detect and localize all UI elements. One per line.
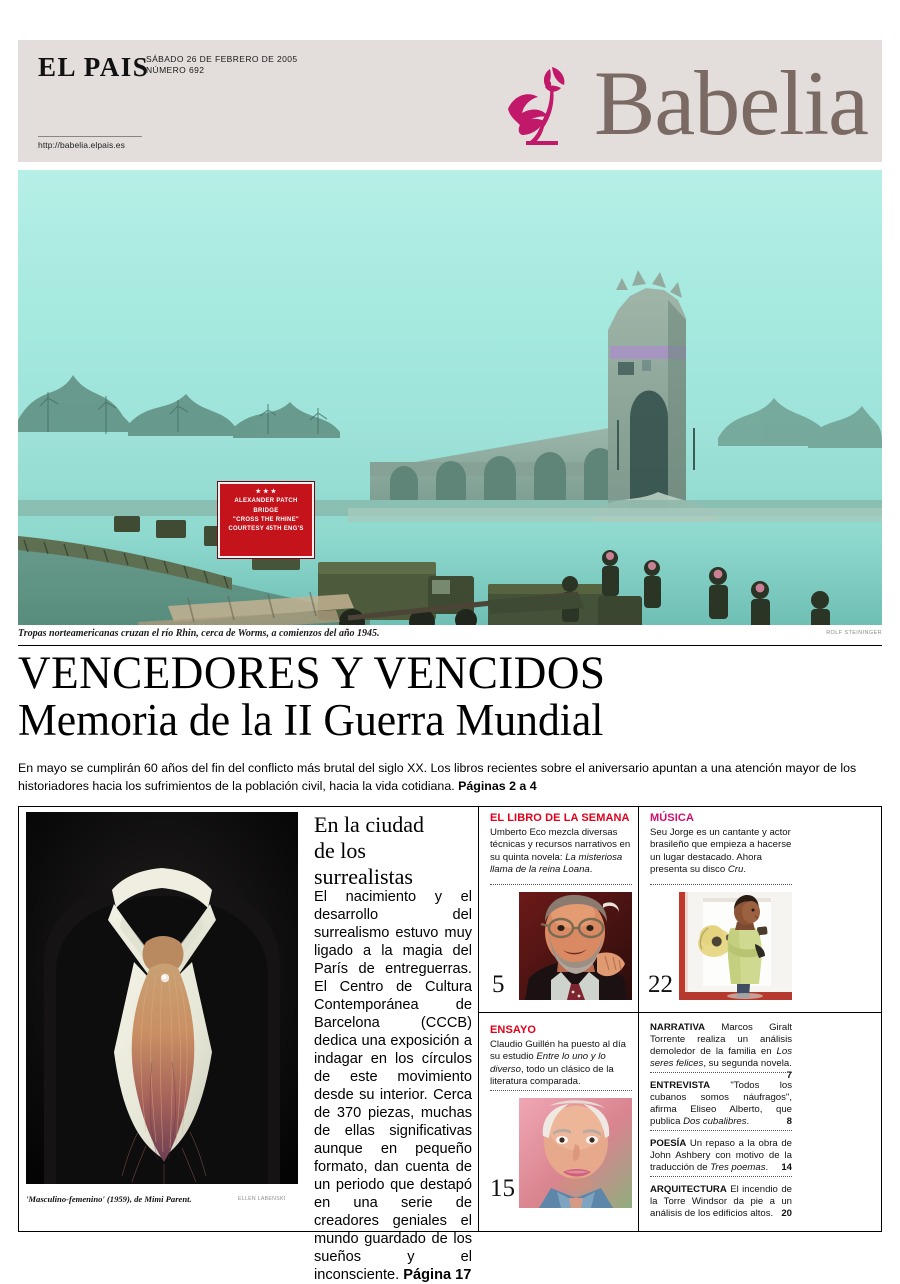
umberto-eco-photo: [519, 892, 632, 1000]
dotted-rule-3: [490, 1090, 632, 1091]
bridge-sign: [218, 482, 314, 558]
teaser-text-musica: [650, 827, 792, 876]
teaser-ensayo[interactable]: [490, 1024, 632, 1088]
hero-caption-row: [18, 628, 882, 642]
col-rule-left-edge: [18, 806, 19, 1231]
index-italic-entrevista: Dos cubalibres: [683, 1116, 747, 1128]
teaser-text-libro: [490, 827, 632, 876]
teaser-divider-2: [638, 1012, 881, 1013]
teaser-divider-1: [478, 1012, 638, 1013]
surrealist-artwork-photo: [26, 812, 298, 1184]
index-label-arquitectura: ARQUITECTURA: [650, 1184, 727, 1195]
surrealists-body-text: El nacimiento y el desarrollo del surrealismo estuvo muy ligado a la magia del París de entreguerras. El Centro de Cultura Contemporánea de Barcelona (CCCB) dedica una exposición a indagar en los círculos de este movimiento desde su interior. Cerca de 370 piezas, muchas de ellas significativas aunque en pequeño formato, dan cuenta de un periodo que destapó en una serie de creadores geniales el mundo guardado de los sueños y el inconsciente.: [314, 889, 472, 1284]
teaser-kicker-libro: EL LIBRO DE LA SEMANA: [490, 812, 630, 824]
index-page-entrevista[interactable]: 8: [786, 1116, 792, 1128]
issue-date: SÁBADO 26 DE FEBRERO DE 2005: [146, 54, 298, 64]
teaser-el-libro-de-la-semana[interactable]: [490, 812, 632, 876]
lead-headline-line2: Memoria de la II Guerra Mundial: [18, 695, 604, 745]
index-divider-3: [650, 1176, 792, 1177]
lead-deck-text: En mayo se cumplirán 60 años del fin del conflicto más brutal del siglo XX. Los libros recientes sobre el aniversario apuntan a una atención mayor de los historiadores hacia los sufrimientos de la población civil, hacia la vida cotidiana.: [18, 761, 857, 793]
sign-line-1: ALEXANDER PATCH: [234, 498, 298, 505]
seu-jorge-image: [679, 892, 792, 1000]
surrealists-body: [314, 888, 472, 1284]
supplement-title: Babelia: [594, 52, 868, 155]
index-item-narrativa[interactable]: [650, 1022, 792, 1082]
sign-line-0: ★ ★ ★: [255, 489, 277, 495]
issue-info: [146, 54, 298, 75]
index-item-poesia[interactable]: [650, 1138, 792, 1174]
index-item-entrevista[interactable]: [650, 1080, 792, 1128]
lead-deck-pages[interactable]: Páginas 2 a 4: [458, 778, 537, 793]
teaser-text-musica-plain: Seu Jorge es un cantante y actor brasileño que empieza a hacerse un lugar destacado. Ahora presenta su disco: [650, 827, 792, 876]
newspaper-logo: EL PAIS: [38, 52, 150, 82]
teaser-text-musica-tail: .: [743, 864, 747, 876]
claudio-guillen-photo: [519, 1098, 632, 1208]
surrealists-headline-line2: de los: [314, 837, 366, 863]
teaser-text-libro-tail: .: [589, 864, 593, 876]
index-item-arquitectura[interactable]: [650, 1184, 792, 1220]
index-label-entrevista: ENTREVISTA: [650, 1080, 711, 1091]
teaser-text-ensayo-plain: Claudio Guillén ha puesto al día su estudio: [490, 1039, 627, 1063]
index-divider-2: [650, 1130, 792, 1131]
col-rule-1: [478, 806, 479, 1231]
col-rule-2: [638, 806, 639, 1231]
surrealists-headline: [314, 812, 466, 890]
page-number-ensayo[interactable]: 15: [490, 1175, 515, 1202]
index-divider-1: [650, 1072, 792, 1073]
teaser-text-libro-plain: Umberto Eco mezcla diversas técnicas y recursos narrativos en su quinta novela:: [490, 827, 631, 863]
dotted-rule-1: [490, 884, 632, 885]
section-top-rule: [18, 806, 882, 807]
index-tail-narrativa: , su segunda novela.: [703, 1058, 792, 1070]
index-tail-poesia: .: [765, 1162, 769, 1174]
index-label-narrativa: NARRATIVA: [650, 1022, 706, 1033]
surrealists-headline-line3: surrealistas: [314, 863, 413, 889]
teaser-text-libro-italic: La misteriosa llama de la reina Loana: [490, 851, 623, 876]
index-page-narrativa[interactable]: 7: [786, 1070, 792, 1082]
col-rule-right-edge: [881, 806, 882, 1231]
teaser-text-musica-italic: Cru: [727, 864, 744, 876]
index-label-poesia: POESÍA: [650, 1138, 687, 1149]
index-tail-entrevista: .: [746, 1116, 750, 1128]
surrealists-page-ref[interactable]: Página 17: [403, 1267, 472, 1284]
headline-top-rule: [18, 645, 882, 646]
lead-deck: [18, 760, 882, 795]
sign-line-2: BRIDGE: [253, 507, 279, 514]
teaser-musica[interactable]: [650, 812, 792, 876]
index-text-narrativa: Marcos Giralt Torrente realiza un análisis demoledor de la familia en: [650, 1022, 792, 1058]
page-number-musica[interactable]: 22: [648, 971, 673, 998]
page-number-libro[interactable]: 5: [492, 971, 505, 998]
index-page-poesia[interactable]: 14: [781, 1162, 792, 1174]
issue-number: NÚMERO 692: [146, 64, 205, 75]
index-text-entrevista: "Todos los cubanos somos náufragos", afirma Eliseo Alberto, que publica: [650, 1080, 793, 1128]
teaser-kicker-ensayo: ENSAYO: [490, 1024, 537, 1036]
dotted-rule-2: [650, 884, 792, 885]
teaser-kicker-musica: MÚSICA: [650, 812, 694, 824]
claudio-guillen-image: [519, 1098, 632, 1208]
surrealist-photo-credit: ELLEN LABENSKI: [238, 1196, 286, 1202]
index-text-poesia: Un repaso a la obra de John Ashbery con motivo de la traducción de: [650, 1138, 792, 1174]
index-italic-narrativa: Los seres felices: [650, 1046, 792, 1070]
surrealist-photo-caption: 'Masculino-femenino' (1959), de Mimi Parent.: [26, 1194, 192, 1204]
website-url[interactable]: http://babelia.elpais.es: [38, 140, 125, 150]
surrealists-headline-line1: En la ciudad: [314, 812, 424, 837]
hero-caption-text: Tropas norteamericanas cruzan el río Rhin, cerca de Worms, a comienzos del año 1945.: [18, 628, 380, 639]
supplement-logo: [498, 46, 868, 162]
index-page-arquitectura[interactable]: 20: [781, 1208, 792, 1220]
teaser-text-ensayo-italic: Entre lo uno y lo diverso: [490, 1051, 606, 1075]
rhine-crossing-image: [18, 170, 882, 625]
masculino-femenino-image: [26, 812, 298, 1184]
floral-ornament-icon: [498, 51, 590, 151]
hero-photo: [18, 170, 882, 625]
lead-headline-line1: VENCEDORES Y VENCIDOS: [18, 647, 606, 699]
masthead: [18, 40, 882, 162]
index-italic-poesia: Tres poemas: [710, 1162, 766, 1174]
index-text-arquitectura: El incendio de la Torre Windsor da pie a un análisis de los edificios altos.: [650, 1184, 792, 1220]
sign-line-4: COURTESY 45TH ENG'S: [228, 526, 304, 533]
teaser-text-ensayo: [490, 1039, 632, 1088]
hero-photo-credit: ROLF STEININGER: [826, 630, 882, 636]
seu-jorge-photo: [679, 892, 792, 1000]
sign-line-3: "CROSS THE RHINE": [232, 516, 300, 523]
umberto-eco-image: [519, 892, 632, 1000]
teaser-text-ensayo-tail: , todo un clásico de la literatura comparada.: [490, 1063, 614, 1088]
masthead-divider: [38, 136, 142, 137]
